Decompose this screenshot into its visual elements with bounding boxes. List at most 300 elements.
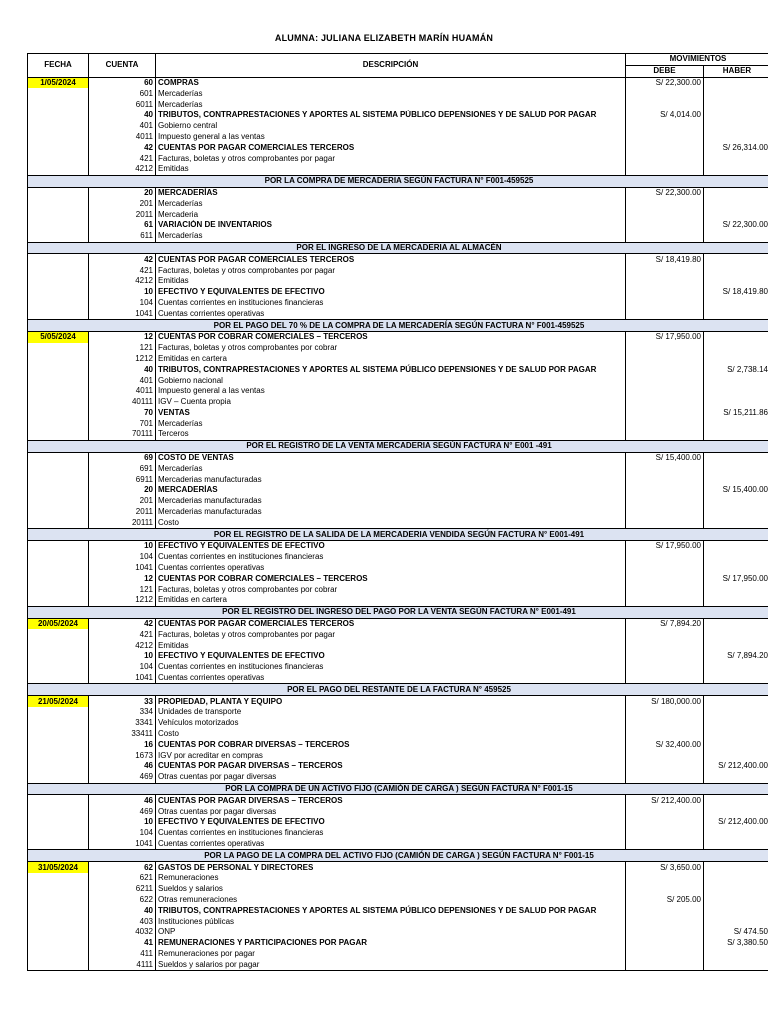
journal-row (28, 584, 768, 595)
journal-row (28, 761, 768, 772)
debit-cell (626, 651, 704, 662)
date-cell (28, 828, 89, 839)
date-cell (28, 895, 89, 906)
journal-row (28, 729, 768, 740)
description-cell: MERCADERÍAS (156, 485, 626, 496)
journal-row (28, 895, 768, 906)
account-code-cell: 16 (89, 739, 156, 750)
credit-cell (704, 77, 768, 88)
account-code-cell: 121 (89, 584, 156, 595)
account-code-cell: 104 (89, 662, 156, 673)
debit-cell (626, 132, 704, 143)
credit-cell: S/ 18,419.80 (704, 287, 768, 298)
description-cell: REMUNERACIONES Y PARTICIPACIONES POR PAGAR (156, 938, 626, 949)
journal-row (28, 418, 768, 429)
journal-row (28, 132, 768, 143)
description-cell: CUENTAS POR COBRAR COMERCIALES – TERCEROS (156, 573, 626, 584)
journal-row (28, 884, 768, 895)
description-cell: Cuentas corrientes operativas (156, 673, 626, 684)
date-cell (28, 354, 89, 365)
journal-row (28, 99, 768, 110)
account-code-cell: 1041 (89, 308, 156, 319)
journal-row (28, 198, 768, 209)
entry-gloss: POR EL PAGO DEL 70 % DE LA COMPRA DE LA MERCADERÍA SEGÚN FACTURA N° F001-459525 (28, 320, 768, 332)
credit-cell (704, 895, 768, 906)
journal-row (28, 595, 768, 606)
credit-cell (704, 905, 768, 916)
account-code-cell: 691 (89, 463, 156, 474)
date-cell (28, 364, 89, 375)
journal-row (28, 164, 768, 175)
account-code-cell: 4111 (89, 959, 156, 970)
journal-row (28, 88, 768, 99)
description-cell: Cuentas corrientes en instituciones financieras (156, 662, 626, 673)
document-title: ALUMNA: JULIANA ELIZABETH MARÍN HUAMÁN (274, 33, 494, 43)
description-cell: CUENTAS POR PAGAR COMERCIALES TERCEROS (156, 254, 626, 265)
credit-cell (704, 265, 768, 276)
description-cell: Otras cuentas por pagar diversas (156, 772, 626, 783)
credit-cell (704, 153, 768, 164)
date-cell: 21/05/2024 (28, 696, 89, 707)
credit-cell (704, 429, 768, 440)
journal-row (28, 862, 768, 873)
account-code-cell: 42 (89, 618, 156, 629)
description-cell: Instituciones públicas (156, 916, 626, 927)
debit-cell (626, 584, 704, 595)
entry-gloss: POR EL REGISTRO DE LA SALIDA DE LA MERCADERIA VENDIDA SEGÚN FACTURA N° E001-491 (28, 529, 768, 541)
journal-row (28, 429, 768, 440)
journal-row (28, 938, 768, 949)
description-cell: Emitidas en cartera (156, 354, 626, 365)
description-cell: Facturas, boletas y otros comprobantes por pagar (156, 153, 626, 164)
debit-cell (626, 209, 704, 220)
journal-row (28, 772, 768, 783)
debit-cell (626, 729, 704, 740)
date-cell (28, 485, 89, 496)
date-cell: 31/05/2024 (28, 862, 89, 873)
entry-gloss: POR LA COMPRA DE MERCADERIA SEGÚN FACTURA N° F001-459525 (28, 175, 768, 187)
debit-cell (626, 397, 704, 408)
debit-cell (626, 88, 704, 99)
journal-row (28, 496, 768, 507)
description-cell: Vehículos motorizados (156, 718, 626, 729)
debit-cell (626, 517, 704, 528)
date-cell (28, 517, 89, 528)
journal-row (28, 343, 768, 354)
account-code-cell: 20 (89, 485, 156, 496)
header-descripcion: DESCRIPCIÓN (156, 54, 626, 78)
account-code-cell: 421 (89, 629, 156, 640)
description-cell: Cuentas corrientes en instituciones financieras (156, 552, 626, 563)
account-code-cell: 42 (89, 142, 156, 153)
account-code-cell: 10 (89, 541, 156, 552)
credit-cell (704, 209, 768, 220)
credit-cell (704, 629, 768, 640)
description-cell: Remuneraciones (156, 873, 626, 884)
credit-cell: S/ 212,400.00 (704, 761, 768, 772)
journal-row (28, 354, 768, 365)
debit-cell (626, 905, 704, 916)
debit-cell (626, 164, 704, 175)
debit-cell: S/ 22,300.00 (626, 187, 704, 198)
journal-row (28, 276, 768, 287)
journal-row (28, 552, 768, 563)
journal-row (28, 806, 768, 817)
debit-cell (626, 640, 704, 651)
credit-cell (704, 517, 768, 528)
date-cell (28, 110, 89, 121)
date-cell (28, 673, 89, 684)
account-code-cell: 12 (89, 331, 156, 342)
debit-cell (626, 474, 704, 485)
header-fecha: FECHA (28, 54, 89, 78)
account-code-cell: 1212 (89, 595, 156, 606)
credit-cell: S/ 2,738.14 (704, 364, 768, 375)
date-cell (28, 729, 89, 740)
date-cell (28, 386, 89, 397)
header-haber: HABER (704, 65, 768, 77)
account-code-cell: 1041 (89, 839, 156, 850)
credit-cell (704, 474, 768, 485)
debit-cell (626, 916, 704, 927)
credit-cell: S/ 15,400.00 (704, 485, 768, 496)
description-cell: Mercaderías (156, 463, 626, 474)
description-cell: IGV – Cuenta propia (156, 397, 626, 408)
journal-row (28, 121, 768, 132)
date-cell: 5/05/2024 (28, 331, 89, 342)
entry-gloss: POR EL REGISTRO DE LA VENTA MERCADERIA SEGÚN FACTURA N° E001 -491 (28, 440, 768, 452)
credit-cell (704, 839, 768, 850)
description-cell: CUENTAS POR PAGAR COMERCIALES TERCEROS (156, 618, 626, 629)
account-code-cell: 46 (89, 795, 156, 806)
description-cell: IGV por acreditar en compras (156, 750, 626, 761)
account-code-cell: 10 (89, 287, 156, 298)
account-code-cell: 104 (89, 552, 156, 563)
description-cell: VENTAS (156, 408, 626, 419)
date-cell (28, 298, 89, 309)
description-cell: Impuesto general a las ventas (156, 132, 626, 143)
entry-gloss-row (28, 783, 768, 795)
credit-cell (704, 397, 768, 408)
date-cell (28, 231, 89, 242)
date-cell (28, 718, 89, 729)
credit-cell (704, 418, 768, 429)
debit-cell (626, 718, 704, 729)
credit-cell (704, 298, 768, 309)
credit-cell (704, 916, 768, 927)
credit-cell (704, 584, 768, 595)
account-code-cell: 1212 (89, 354, 156, 365)
date-cell (28, 496, 89, 507)
date-cell (28, 629, 89, 640)
date-cell (28, 88, 89, 99)
account-code-cell: 40 (89, 110, 156, 121)
credit-cell (704, 640, 768, 651)
header-cuenta: CUENTA (89, 54, 156, 78)
debit-cell (626, 386, 704, 397)
debit-cell: S/ 7,894.20 (626, 618, 704, 629)
journal-row (28, 651, 768, 662)
account-code-cell: 4212 (89, 640, 156, 651)
journal-row (28, 916, 768, 927)
journal-row (28, 187, 768, 198)
account-code-cell: 46 (89, 761, 156, 772)
debit-cell (626, 287, 704, 298)
date-cell (28, 220, 89, 231)
description-cell: Mercaderías (156, 198, 626, 209)
credit-cell (704, 806, 768, 817)
journal-row (28, 905, 768, 916)
date-cell (28, 187, 89, 198)
date-cell (28, 153, 89, 164)
account-code-cell: 10 (89, 651, 156, 662)
date-cell (28, 132, 89, 143)
journal-row (28, 839, 768, 850)
credit-cell (704, 873, 768, 884)
description-cell: Emitidas (156, 276, 626, 287)
description-cell: Mercaderías (156, 88, 626, 99)
credit-cell (704, 386, 768, 397)
date-cell (28, 418, 89, 429)
description-cell: Otras cuentas por pagar diversas (156, 806, 626, 817)
date-cell (28, 507, 89, 518)
account-code-cell: 41 (89, 938, 156, 949)
debit-cell (626, 265, 704, 276)
account-code-cell: 1673 (89, 750, 156, 761)
date-cell (28, 739, 89, 750)
date-cell (28, 276, 89, 287)
journal-row (28, 873, 768, 884)
journal-row (28, 287, 768, 298)
journal-row (28, 673, 768, 684)
journal-row (28, 795, 768, 806)
journal-row (28, 364, 768, 375)
journal-row (28, 507, 768, 518)
description-cell: COMPRAS (156, 77, 626, 88)
debit-cell (626, 873, 704, 884)
date-cell (28, 121, 89, 132)
date-cell (28, 452, 89, 463)
debit-cell (626, 308, 704, 319)
journal-row (28, 331, 768, 342)
account-code-cell: 6011 (89, 99, 156, 110)
credit-cell (704, 331, 768, 342)
debit-cell (626, 231, 704, 242)
debit-cell (626, 142, 704, 153)
date-cell (28, 662, 89, 673)
description-cell: Mercaderias manufacturadas (156, 507, 626, 518)
date-cell (28, 209, 89, 220)
credit-cell (704, 662, 768, 673)
description-cell: TRIBUTOS, CONTRAPRESTACIONES Y APORTES AL SISTEMA PÚBLICO DEPENSIONES Y DE SALUD POR PAGAR (156, 364, 626, 375)
description-cell: VARIACIÓN DE INVENTARIOS (156, 220, 626, 231)
credit-cell (704, 198, 768, 209)
account-code-cell: 4212 (89, 164, 156, 175)
credit-cell (704, 949, 768, 960)
debit-cell (626, 408, 704, 419)
description-cell: Mercaderías (156, 418, 626, 429)
account-code-cell: 62 (89, 862, 156, 873)
description-cell: CUENTAS POR PAGAR DIVERSAS – TERCEROS (156, 795, 626, 806)
debit-cell (626, 276, 704, 287)
debit-cell (626, 884, 704, 895)
debit-cell: S/ 17,950.00 (626, 541, 704, 552)
debit-cell (626, 298, 704, 309)
account-code-cell: 121 (89, 343, 156, 354)
description-cell: Sueldos y salarios (156, 884, 626, 895)
entry-gloss: POR EL REGISTRO DEL INGRESO DEL PAGO POR LA VENTA SEGÚN FACTURA N° E001-491 (28, 606, 768, 618)
account-code-cell: 2011 (89, 507, 156, 518)
credit-cell (704, 541, 768, 552)
description-cell: Mercaderia (156, 209, 626, 220)
description-cell: Terceros (156, 429, 626, 440)
debit-cell: S/ 17,950.00 (626, 331, 704, 342)
description-cell: CUENTAS POR COBRAR DIVERSAS – TERCEROS (156, 739, 626, 750)
date-cell (28, 584, 89, 595)
account-code-cell: 601 (89, 88, 156, 99)
debit-cell: S/ 180,000.00 (626, 696, 704, 707)
debit-cell (626, 772, 704, 783)
description-cell: COSTO DE VENTAS (156, 452, 626, 463)
credit-cell (704, 99, 768, 110)
date-cell (28, 761, 89, 772)
credit-cell (704, 88, 768, 99)
account-code-cell: 20 (89, 187, 156, 198)
date-cell (28, 938, 89, 949)
debit-cell (626, 662, 704, 673)
debit-cell (626, 761, 704, 772)
account-code-cell: 4011 (89, 132, 156, 143)
credit-cell (704, 308, 768, 319)
date-cell (28, 99, 89, 110)
account-code-cell: 401 (89, 375, 156, 386)
debit-cell (626, 198, 704, 209)
description-cell: Unidades de transporte (156, 707, 626, 718)
journal-row (28, 517, 768, 528)
debit-cell (626, 99, 704, 110)
date-cell (28, 651, 89, 662)
description-cell: Emitidas en cartera (156, 595, 626, 606)
credit-cell (704, 254, 768, 265)
credit-cell (704, 164, 768, 175)
credit-cell: S/ 212,400.00 (704, 817, 768, 828)
entry-gloss-row (28, 606, 768, 618)
credit-cell (704, 132, 768, 143)
journal-row (28, 298, 768, 309)
journal-body (28, 77, 768, 971)
description-cell: Cuentas corrientes operativas (156, 563, 626, 574)
description-cell: CUENTAS POR PAGAR COMERCIALES TERCEROS (156, 142, 626, 153)
credit-cell: S/ 22,300.00 (704, 220, 768, 231)
credit-cell (704, 595, 768, 606)
description-cell: CUENTAS POR PAGAR DIVERSAS – TERCEROS (156, 761, 626, 772)
account-code-cell: 10 (89, 817, 156, 828)
entry-gloss-row (28, 529, 768, 541)
description-cell: Cuentas corrientes operativas (156, 308, 626, 319)
debit-cell (626, 343, 704, 354)
date-cell (28, 397, 89, 408)
debit-cell: S/ 15,400.00 (626, 452, 704, 463)
credit-cell (704, 696, 768, 707)
journal-row (28, 375, 768, 386)
journal-row (28, 397, 768, 408)
date-cell (28, 916, 89, 927)
entry-gloss: POR LA COMPRA DE UN ACTIVO FIJO (CAMIÓN DE CARGA ) SEGÚN FACTURA N° F001-15 (28, 783, 768, 795)
journal-row (28, 408, 768, 419)
date-cell (28, 429, 89, 440)
account-code-cell: 201 (89, 198, 156, 209)
credit-cell (704, 884, 768, 895)
date-cell (28, 375, 89, 386)
credit-cell (704, 463, 768, 474)
journal-row (28, 308, 768, 319)
description-cell: EFECTIVO Y EQUIVALENTES DE EFECTIVO (156, 541, 626, 552)
date-cell (28, 595, 89, 606)
entry-gloss-row (28, 175, 768, 187)
date-cell (28, 750, 89, 761)
debit-cell (626, 750, 704, 761)
entry-gloss: POR LA PAGO DE LA COMPRA DEL ACTIVO FIJO (CAMIÓN DE CARGA ) SEGÚN FACTURA N° F001-15 (28, 850, 768, 862)
debit-cell (626, 595, 704, 606)
date-cell (28, 287, 89, 298)
credit-cell (704, 354, 768, 365)
date-cell (28, 806, 89, 817)
journal-row (28, 927, 768, 938)
description-cell: MERCADERÍAS (156, 187, 626, 198)
account-code-cell: 33411 (89, 729, 156, 740)
credit-cell (704, 496, 768, 507)
account-code-cell: 6911 (89, 474, 156, 485)
account-code-cell: 70 (89, 408, 156, 419)
journal-row (28, 110, 768, 121)
debit-cell (626, 563, 704, 574)
account-code-cell: 1041 (89, 673, 156, 684)
journal-row (28, 142, 768, 153)
debit-cell (626, 673, 704, 684)
description-cell: EFECTIVO Y EQUIVALENTES DE EFECTIVO (156, 817, 626, 828)
account-code-cell: 4011 (89, 386, 156, 397)
journal-row (28, 696, 768, 707)
account-code-cell: 621 (89, 873, 156, 884)
credit-cell (704, 552, 768, 563)
date-cell (28, 254, 89, 265)
entry-gloss-row (28, 440, 768, 452)
account-code-cell: 60 (89, 77, 156, 88)
description-cell: Remuneraciones por pagar (156, 949, 626, 960)
credit-cell: S/ 474.50 (704, 927, 768, 938)
credit-cell (704, 862, 768, 873)
account-code-cell: 4212 (89, 276, 156, 287)
credit-cell (704, 452, 768, 463)
date-cell (28, 927, 89, 938)
debit-cell (626, 573, 704, 584)
credit-cell (704, 673, 768, 684)
account-code-cell: 20111 (89, 517, 156, 528)
description-cell: Otras remuneraciones (156, 895, 626, 906)
debit-cell (626, 496, 704, 507)
date-cell (28, 573, 89, 584)
description-cell: Cuentas corrientes en instituciones financieras (156, 298, 626, 309)
credit-cell (704, 828, 768, 839)
journal-table (27, 53, 768, 971)
debit-cell (626, 938, 704, 949)
account-code-cell: 40 (89, 364, 156, 375)
description-cell: TRIBUTOS, CONTRAPRESTACIONES Y APORTES AL SISTEMA PÚBLICO DEPENSIONES Y DE SALUD POR PAGAR (156, 110, 626, 121)
date-cell (28, 873, 89, 884)
date-cell (28, 408, 89, 419)
account-code-cell: 421 (89, 153, 156, 164)
debit-cell (626, 364, 704, 375)
